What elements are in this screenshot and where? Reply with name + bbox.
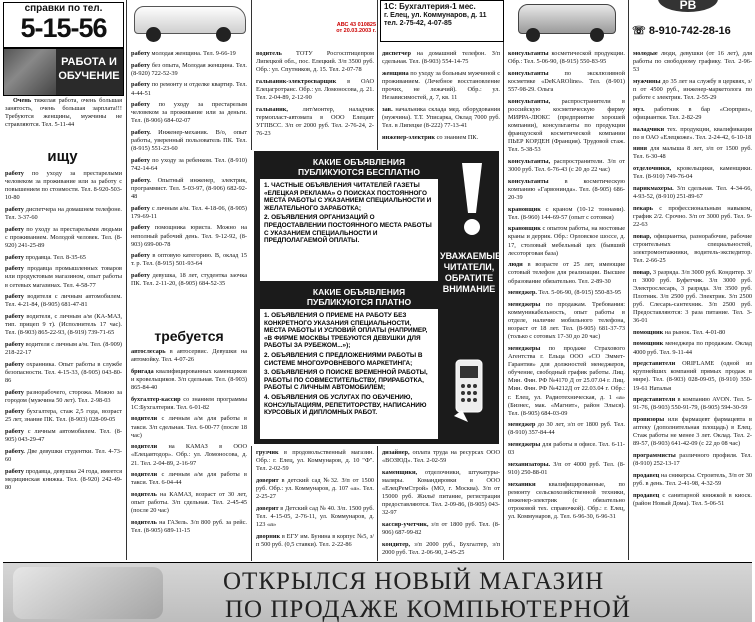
- classified-item: представители ORIFLAME (одной из крупнейших компаний прямых продаж в мире). Тел. (8-903) 028-09-05, (8-910) 350-19-61 Наталья: [633, 360, 752, 392]
- work-ad-title: РАБОТА И ОБУЧЕНИЕ: [58, 56, 120, 82]
- classified-item: бухгалтер-кассир со знанием программы 1С:Бухгалтерия. Тел. 6-01-82: [131, 395, 247, 411]
- notice-free-item: 1. ЧАСТНЫЕ ОБЪЯВЛЕНИЯ ЧИТАТЕЛЕЙ ГАЗЕТЫ «ЕЛЕЦКАЯ РЕКЛАМА» О ПОИСКАХ ПОСТОЯННОГО МЕСТА РАБОТЫ С УКАЗАНИЕМ СПЕЦИАЛЬНОСТИ И ЖЕЛАТЕЛЬНОГО ЗАРАБОТКА;: [264, 182, 432, 212]
- classified-item: дворник в ЕГУ им. Бунина в корпус №5, з/п 500 руб. (0,5 ставки). Тел. 2-22-86: [256, 532, 374, 548]
- classified-item: работу по уходу за ребенком. Тел. (8-910) 742-14-64: [131, 157, 247, 173]
- intro-text: Очень тяжелая работа, очень большая занятость, очень большая зарплата!!! Требуются женщины, мужчины не стравляются. Тел. 5-11-44: [5, 97, 122, 129]
- classified-item: пекарь с профессиональным навыком, график 2/2. Срочно. З/п от 3000 руб. Тел. 9-22-63: [633, 204, 752, 228]
- notice-free-list: [260, 179, 438, 281]
- classified-item: каменщики, отделочники, штукатуры-маляры. Командировки в ООО «ЕлецРемСтрой» (МО, г. Москва). З/п от 15000 руб. Жильё питание, регистрация предоставляются. Тел. 2-09-86, (8-905) 043-32-97: [382, 468, 500, 517]
- notice-free-heading: КАКИЕ ОБЪЯВЛЕНИЯ ПУБЛИКУЮТСЯ БЕСПЛАТНО: [297, 157, 421, 177]
- column-4-bottom: [382, 449, 500, 561]
- classified-item: работу без опыта, Молодая женщина. Тел. (8-920) 722-52-39: [131, 61, 247, 77]
- suv-photo-ad: [508, 0, 623, 42]
- classified-item: гальваник-электросварщик в ОАО Елецагротранс. Обр.: ул. Ломоносова, д. 21. Тел. 2-04-89, 2-12-90: [256, 77, 374, 102]
- column-divider: [126, 0, 127, 560]
- column-4-top: [382, 50, 500, 145]
- classified-item: работу. Опытный инженер, электрик, программист. Тел. 5-03-97, (8-906) 682-92-48: [131, 176, 247, 200]
- column-1: [5, 97, 122, 133]
- classified-item: работу по уходу за престарелыми людьми с проживанием. Молодой человек. Тел. (8-920) 241-25-89: [5, 225, 122, 249]
- classified-item: менеджеры для работы в офисе. Тел. 6-11-03: [508, 441, 625, 457]
- column-divider: [251, 0, 252, 150]
- classified-item: консультанты, распространители. З/п от 3000 руб. Тел. 6-76-43 (с 20 до 22 час): [508, 157, 625, 173]
- classified-item: зав. начальника склада мед. оборудования (мужчина). Т.Т. Уписарка, Оклад 7000 руб. Тел. в Липецке (8-222) 77-13-41: [382, 105, 500, 129]
- notice-attention-text: УВАЖАЕМЫЕ ЧИТАТЕЛИ, ОБРАТИТЕ ВНИМАНИЕ: [440, 251, 502, 294]
- suv-wheel: [526, 28, 540, 42]
- car-wheel: [146, 27, 161, 42]
- notice-paid-list: [260, 309, 438, 439]
- phone-ad-number: 5-15-56: [20, 13, 107, 43]
- column-2-items: [131, 50, 247, 292]
- classified-item: наладчики тех. продукции, квалификация по в ОАО «Елецкоже». Тел. 2-24-42, 6-10-18: [633, 125, 752, 141]
- column-divider: [503, 0, 504, 560]
- classified-item: консультанты, распространители в российскую косметическую фирму МИРРА-ЛЮКС (предприятие хорошей компании), консультанты по продукции французской косметической компании ПЬЕР КОРДЕН (Франция). Трудовой стаж. Тел. 5-38-53: [508, 97, 625, 154]
- work-ad-photo: [4, 49, 56, 95]
- classified-item: грузчик в продовольственный магазин. Обр.: г. Елец, ул. Коммунаров, д. 10 "Ф". Тел. 2-02-59: [256, 449, 374, 473]
- column-6-items: [633, 50, 752, 511]
- classified-item: менеджер. Тел. 5-06-90, (8-915) 550-83-95: [508, 289, 622, 297]
- classified-item: консультанты по эксклюзивной косметике «DeKAROline». Тел. (8-901) 557-98-29. Ольга: [508, 69, 625, 93]
- classified-item: инженер-электрик со знанием ПК.: [382, 133, 479, 141]
- classified-item: работу водителя с личным а/м. Тел. (8-909) 218-22-17: [5, 340, 122, 356]
- license-caption: АВС 43 010825 от 20.03.2003 г.: [336, 22, 376, 34]
- classified-item: работу охранника. Опыт работы в службе безопасности. Тел. 4-15-33, (8-905) 043-80-86: [5, 360, 122, 384]
- car-wheel: [216, 27, 231, 42]
- notice-paid-item: 4. ОБЪЯВЛЕНИЯ ОБ УСЛУГАХ ПО ОБУЧЕНИЮ, КОНСУЛЬТАЦИЯМ, РЕПЕТИТОРСТВУ, НАПИСАНИЮ КУРСОВЫХ И ДИПЛОМНЫХ РАБОТ.: [264, 393, 427, 417]
- column-3-top: [256, 50, 374, 142]
- notice-free-item: 2. ОБЪЯВЛЕНИЯ ОРГАНИЗАЦИЙ О ПРЕДОСТАВЛЕНИИ ПОСТОЯННОГО МЕСТА РАБОТЫ С УКАЗАНИЕМ СПЕЦИАЛЬНОСТИ И ПРЕДПОЛАГАЕМОЙ ОПЛАТЫ.: [264, 214, 432, 245]
- classified-item: бригада квалифицированных каменщиков и кровельщиков. З/п сдельная. Тел. (8-903) 865-84-40: [131, 367, 247, 391]
- accounting-ad-address: г. Елец, ул. Коммунаров, д. 11: [384, 12, 487, 19]
- classified-item: крановщик с опытом работы, на мостовые краны и деррик. Обр.: Орловское шоссе, д. 17, столовый мебельный цех (бывший лесоторговая база): [508, 225, 625, 257]
- classified-item: водитель ТОТУ Росгосптицепром Липецкой обл., пос. Елецкий. З/п 3500 руб. Обр.: ул. Спутников, д. 15. Тел. 2-07-78: [256, 50, 374, 74]
- phone-ad-title: справки по тел.: [24, 3, 103, 14]
- notice-paid-item: 3. ОБЪЯВЛЕНИЯ О ПОИСКЕ ВРЕМЕННОЙ РАБОТЫ, РАБОТЫ ПО СОВМЕСТИТЕЛЬСТВУ, ПРИРАБОТКА, РАБОТЫ С ЛИЧНЫМ АВТОМОБИЛЕМ;: [264, 369, 428, 392]
- column-divider: [628, 0, 629, 560]
- classified-item: работу водителя с личным автомобилем. Тел. 4-21-84, (8-905) 681-47-81: [5, 293, 122, 309]
- classified-item: механики квалифицированные, по ремонту сельскохозяйственной техники, инженер-электрик (с обязательно отроковой тех. справочкой). Обр.: г. Елец, ул. Коммунаров, д. Тел. 6-96-30, 6-96-31: [508, 480, 625, 521]
- phone-badge: РВ: [658, 0, 718, 12]
- classified-item: работу продавца, девушка 24 года, имеется медицинская книжка. Тел. (8-920) 242-49-80: [5, 467, 122, 491]
- classified-item: кассир-учетчик, з/п от 1800 руб. Тел. (8-906) 687-99-82: [382, 520, 500, 537]
- accounting-ad-phones: тел. 2-75-42, 4-07-85: [384, 20, 452, 27]
- classified-item: менеджер до 30 лет, з/п от 1800 руб. Тел. (8-910) 357-84-44: [508, 421, 625, 437]
- classified-item: помощник менеджера по продажам. Оклад 4000 руб. Тел. 9-11-44: [633, 340, 752, 356]
- classified-item: молодые люди, девушки (от 16 лет), для работы по свободному графику. Тел. 2-96-53: [633, 50, 752, 74]
- classified-item: женщина по уходу за больным мужчиной с проживанием. (Лечебное восстановление прочих, не лежачий). Обр.: ул. Независимостей, д. 7, кв. 11: [382, 69, 500, 102]
- classified-item: работу по ремонту и отделке квартир. Тел. 4-44-51: [131, 81, 247, 97]
- column-1-items: [5, 170, 122, 496]
- classified-item: работу помощника юриста. Можно на неполный рабочий день. Тел. 9-12-92, (8-903) 699-00-78: [131, 224, 247, 248]
- classified-item: работу девушка, 18 лет, студентка заочка ПК. Тел. 2-11-20, (8-905) 684-52-35: [131, 272, 247, 288]
- column-divider: [251, 446, 252, 561]
- notice-paid-heading: КАКИЕ ОБЪЯВЛЕНИЯ ПУБЛИКУЮТСЯ ПЛАТНО: [306, 287, 412, 307]
- classified-item: диспетчер на домашний телефон. З/п сдельная. Тел. (8-903) 554-14-75: [382, 50, 500, 66]
- column-2-items-bottom: [131, 348, 247, 539]
- classified-item: работу бухгалтера, стаж 2,5 года, возраст 25 лет, знание ПК. Тел. (8-903) 028-09-05: [5, 408, 122, 424]
- computer-store-banner: [3, 562, 752, 622]
- column-divider: [377, 0, 378, 150]
- banner-decoration: [13, 567, 163, 619]
- classified-item: работу продавца. Тел. 8-35-65: [5, 253, 86, 261]
- banner-line-1: ОТКРЫЛСЯ НОВЫЙ МАГАЗИН: [223, 568, 605, 595]
- classified-item: муз. работник в бар «Сюрприз», официантки. Тел. 2-82-29: [633, 105, 752, 121]
- phone-icon: ☏: [632, 25, 649, 37]
- classified-item: гальваник, лит/монтер, наладчик термопласт-автомата в ООО Елецавт УГПВСС. З/п от 2000 руб. Тел. 2-76-24, 2-76-23: [256, 105, 374, 138]
- notice-paid-item: 1. ОБЪЯВЛЕНИЯ О ПРИЕМЕ НА РАБОТУ БЕЗ КОНКРЕТНОГО УКАЗАНИЯ СПЕЦИАЛЬНОСТИ, МЕСТА РАБОТЫ И УСЛОВИЙ ОПЛАТЫ (НАПРИМЕР, «В ФИРМЕ МОСКВЫ ТРЕБУЮТСЯ ДЕВУШКИ ДЛЯ РАБОТЫ ЗА РУБЕЖОМ...»);: [264, 312, 428, 350]
- classified-item: работу водителя, с личным а/м (КА-МАЗ, тип. прицеп 9 т). (Исполнитель 17 час). Тел. (8-903) 865-22-93, (8-919) 739-71-65: [5, 312, 122, 337]
- classified-item: работу разнорабочего, сторожа. Можно за городом (мужчина 50 лет). Тел. 2-98-03: [5, 388, 122, 404]
- classified-item: продавец на сникерсы. Строитель, З/п от 30 руб. в день. Тел. 2-41-98, 4-32-59: [633, 471, 752, 487]
- classified-item: работу по уходу за престарелыми человеком за проживание или за работу с повышением по стоимости. Тел. 8-920-503-10-80: [5, 170, 122, 202]
- classified-item: доверит в детский сад №32. З/п от 1500 руб. Обр.: ул. Коммунаров, д. 107 «а». Тел. 2-25-27: [256, 476, 374, 501]
- phone-contact-number: [632, 24, 752, 37]
- classified-item: доверит в Детский сад № 40. З/п. 1500 руб. Тел. 4-15-05, 2-76-11, ул. Коммунаров, д. 123 «а»: [256, 504, 374, 528]
- classified-item: парикмахеры. З/п сдельная. Тел. 4-34-66, 4-93-52, (8-910) 251-89-67: [633, 184, 752, 200]
- classified-item: продавец с санитарной книжкой в киоск. (район Новый Дома). Тел. 5-06-51: [633, 491, 752, 507]
- column-5-items: [508, 50, 625, 525]
- classified-item: механизаторы. З/п от 4000 руб. Тел. (8-910) 250-88-01: [508, 460, 625, 477]
- phone-info-ad: [3, 2, 124, 48]
- classified-item: автослесарь в автосервис. Девушки на автомойку. Тел. 4-07-26: [131, 348, 247, 364]
- classified-item: повар, 3 разряда. З/п 3000 руб. Кондитер. З/п 3000 руб. Буфетчик. З/п 3000 руб. Электрослесарь, 3 разряда. З/п 3500 руб. Плотник. З/п 2500 руб. Электрик. З/п 2500 руб. Слесарь-сантехник. З/п 2500 руб. Предоставляются: 3 раза питание. Тел. 3-36-01: [633, 268, 752, 325]
- classified-item: мужчины до 35 лет на службу в церквях, з/п от 4500 руб., инженер-маркетолога по работе с электрик. Тел. 2-55-29: [633, 77, 752, 102]
- column-3-bottom: [256, 449, 374, 552]
- classified-item: кондитер, з/п 2000 руб., Бухгалтер, з/п 2000 руб. Тел. 2-06-90, 2-45-25: [382, 540, 500, 556]
- section-heading-seeking: ищу: [47, 148, 78, 165]
- classified-item: провизоры или фармацевт фармацевта в аптеку (дополнительная площадь) в Елец. Стаж работы не менее 3 лет. Оклад. Тел. 2-89-57, (8-903) 641-42-09 (с 22 до 08 час): [633, 415, 752, 448]
- classified-item: люди в возрасте от 25 лет, имеющие сотовый телефон для реализации. Высшее образование обязательно. Тел. 2-89-30: [508, 261, 625, 285]
- classified-item: помощник на рынок. Тел. 4-01-80: [633, 328, 726, 336]
- classified-item: работу. Инженер-механик. В/о, опыт работы, уверенный пользователь ПК. Тел. (8-915) 551-23-60: [131, 129, 247, 153]
- classified-item: работу молодая женщина. Тел. 9-66-19: [131, 50, 236, 57]
- classified-item: отделочники, кровельщики, каменщики. Тел. (8-910) 749-76-04: [633, 165, 752, 181]
- classified-item: водитель на ГАЗель. З/п 800 руб. за рейс. Тел. (8-905) 689-11-15: [131, 518, 247, 534]
- classified-item: работу диспетчера на домашнем телефоне. Тел. 3-37-60: [5, 205, 122, 222]
- classified-item: работу с личным автомобилем. Тел. (8-905) 043-29-47: [5, 428, 122, 444]
- section-heading-required: требуется: [154, 328, 224, 344]
- accounting-ad-title: 1С: Бухгалтерия-1 мес.: [384, 2, 476, 11]
- classified-item: водители с личным а/м для работы в такси. Тел. 6-04-44: [131, 471, 247, 487]
- classified-item: работу в оптовую категорию. В, оклад 15 т. р. Тел. (8-915) 501-93-64: [131, 252, 247, 268]
- phone-number-text: 8-910-742-28-16: [648, 25, 731, 37]
- classified-item: представители в компанию AVON. Тел. 5-91-76, (8-903) 550-91-79, (8-905) 594-30-59: [633, 396, 752, 412]
- banner-line-2: ПО ПРОДАЖЕ КОМПЬЮТЕРНОЙ: [225, 596, 631, 622]
- classified-item: крановщик с краном (10-12 тоннами). Тел. (8-960) 144-69-57 (опыт с сотовки): [508, 205, 625, 221]
- classified-item: водитель на КАМАЗ, возраст от 30 лет, опыт работы. З/п сдельная. Тел. 2-45-45 (после 20 час): [131, 490, 247, 515]
- exclamation-icon: [454, 161, 490, 241]
- classified-item: консультанты косметической продукции. Обр.: Тел. 5-06-90, (8-915) 550-83-95: [508, 50, 625, 66]
- classified-item: няня для малыша 8 лет, з/п от 1500 руб. Тел. 6-30-48: [633, 145, 752, 161]
- classified-item: консультанты в косметическую компанию «Гарвонинда». Тел. (8-905) 686-20-39: [508, 177, 625, 201]
- notice-paid-item: 2. ОБЪЯВЛЕНИЯ С ПРЕДЛОЖЕНИЯМИ РАБОТЫ В СИСТЕМЕ МНОГОУРОВНЕВОГО МАРКЕТИНГА;: [264, 351, 423, 367]
- classified-item: менеджеры по продаже Страхового Агентства г. Ельца ООО «СО Эммет-Гарантия» для должностей менеджеров, обучение, свободный график работы. Лиц. Мин. Фин. РФ №4170 Д от 25.07.04 г. Лиц. Мин. Фин. РФ №4212Д от 22.03.04 г. Обр.: г. Елец, ул. Радиотехническая, д. 1 «а» (Бизнес, мак. «Магнит», район Элыся). Тел. (8-905) 684-03-09: [508, 344, 625, 417]
- classified-item: водители на КАМАЗ в ООО «Елецавтодор». Обр.: ул. Ломоносова, д. 21. Тел. 2-04-89, 2-16-97: [131, 443, 247, 467]
- car-photo-ad: [130, 0, 248, 42]
- classified-item: работу по уходу за престарелым человеком за проживание или за деньги. Тел. (8-906) 684-02-07: [131, 101, 247, 125]
- work-education-ad: [3, 48, 124, 96]
- classified-rules-notice: [254, 151, 502, 444]
- classified-item: дизайнер, оплата труда на ресурсах ООО «ВОЗЮД». Тел. 2-02-59: [382, 449, 500, 465]
- classified-item: менеджеры по продажам. Требования: коммуникабельность, опыт работы в отделе, наличие мобильного телефона, возраст от 18 лет. Тел. (8-905) 681-37-73 (только с сотовых 17-30 до 20 час): [508, 300, 625, 341]
- classified-item: повар, официантка, разнорабочие, рабочие строительных специальностей, электромонтажники, водитель-экспедитор. Тел. 2-66-25: [633, 232, 752, 264]
- phone-figure-icon: [450, 356, 490, 426]
- suv-wheel: [590, 28, 604, 42]
- classified-item: водители с личным а/м для работы в такси. З/п сдельная. Тел. 6-00-77 (после 18 час): [131, 415, 247, 439]
- phone-contact-ad: [630, 0, 752, 42]
- classified-item: программисты различного профиля. Тел. (8-910) 252-13-17: [633, 451, 752, 468]
- accounting-course-ad: [380, 0, 504, 42]
- classified-item: работу продавца промышленных товаров или продуктовым магазином, опыт работы в сетевых магазинах. Тел. 4-58-77: [5, 265, 122, 289]
- classified-item: работу с личным а/м. Тел. 4-18-06, (8-905) 179-69-11: [131, 204, 247, 220]
- column-divider: [377, 446, 378, 561]
- classified-item: работу. Две девушки студентки. Тел. 4-73-60: [5, 447, 122, 463]
